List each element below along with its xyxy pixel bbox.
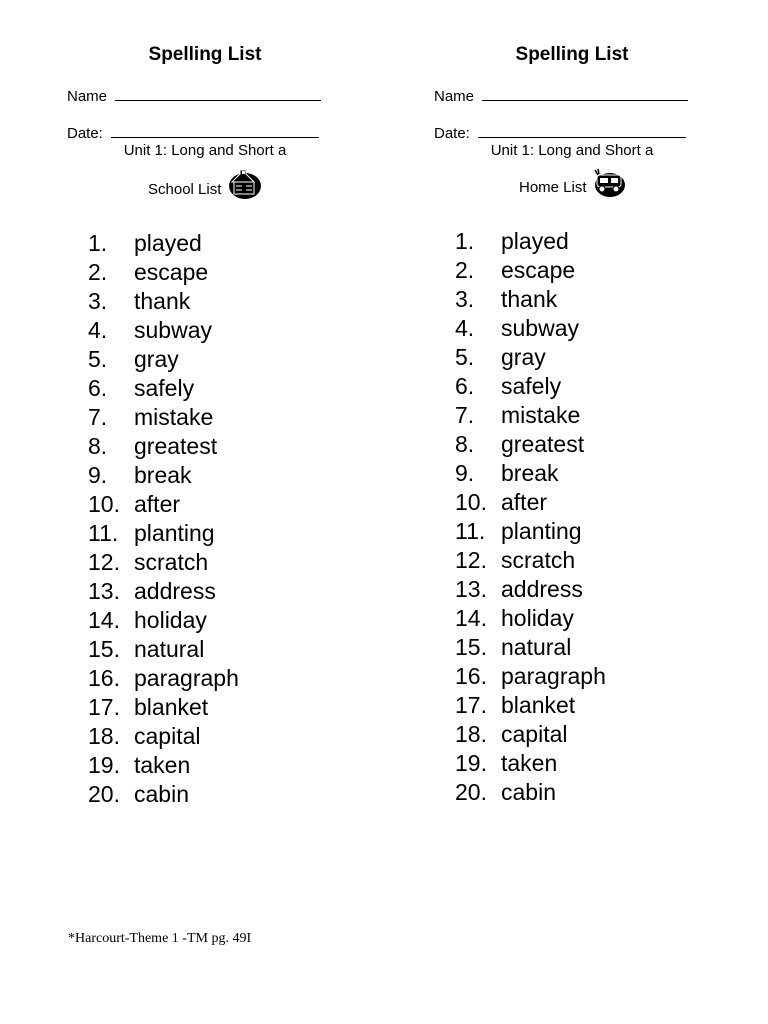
list-item: 5. gray [455, 344, 546, 370]
list-item: 19. taken [88, 752, 191, 778]
list-item: 19. taken [455, 750, 558, 776]
home-icon [589, 166, 627, 200]
list-label-text: School List [148, 181, 222, 198]
name-blank[interactable] [115, 86, 321, 101]
list-item: 5. gray [88, 346, 179, 372]
list-item: 6. safely [455, 373, 562, 399]
list-item: 14. holiday [455, 605, 574, 631]
list-label-home [519, 166, 627, 200]
list-item: 8. greatest [88, 433, 218, 459]
name-field[interactable] [434, 86, 688, 105]
word-list [455, 227, 606, 807]
list-item: 13. address [88, 578, 216, 604]
name-field[interactable] [67, 86, 321, 105]
date-label: Date: [67, 125, 103, 142]
source-footnote: *Harcourt-Theme 1 -TM pg. 49I [68, 931, 252, 946]
list-item: 18. capital [88, 723, 201, 749]
list-item: 9. break [455, 460, 559, 486]
list-item: 7. mistake [88, 404, 214, 430]
name-blank[interactable] [482, 86, 688, 101]
date-field[interactable] [434, 123, 686, 142]
list-item: 10. after [88, 491, 181, 517]
list-item: 20. cabin [88, 781, 189, 807]
page-title: Spelling List [148, 44, 262, 65]
unit-heading: Unit 1: Long and Short a [490, 142, 654, 159]
list-item: 11. planting [455, 518, 582, 544]
list-item: 8. greatest [455, 431, 585, 457]
word-list [88, 229, 239, 809]
list-item: 12. scratch [455, 547, 576, 573]
list-item: 4. subway [88, 317, 212, 343]
list-item: 16. paragraph [455, 663, 606, 689]
list-item: 11. planting [88, 520, 215, 546]
list-item: 2. escape [455, 257, 576, 283]
list-item: 17. blanket [88, 694, 209, 720]
list-item: 7. mistake [455, 402, 581, 428]
spelling-list-school [50, 0, 380, 900]
date-field[interactable] [67, 123, 319, 142]
date-blank[interactable] [478, 123, 686, 138]
list-item: 3. thank [455, 286, 558, 312]
list-item: 13. address [455, 576, 583, 602]
list-item: 3. thank [88, 288, 191, 314]
schoolhouse-icon [224, 166, 262, 200]
list-item: 2. escape [88, 259, 209, 285]
date-blank[interactable] [111, 123, 319, 138]
list-item: 12. scratch [88, 549, 209, 575]
list-item: 10. after [455, 489, 548, 515]
list-item: 20. cabin [455, 779, 556, 805]
list-item: 15. natural [88, 636, 205, 662]
date-label: Date: [434, 125, 470, 142]
list-item: 4. subway [455, 315, 579, 341]
list-item: 14. holiday [88, 607, 207, 633]
list-item: 16. paragraph [88, 665, 239, 691]
unit-heading: Unit 1: Long and Short a [123, 142, 287, 159]
page-title: Spelling List [515, 44, 629, 65]
name-label: Name [434, 88, 475, 105]
name-label: Name [67, 88, 108, 105]
list-item: 6. safely [88, 375, 195, 401]
list-item: 15. natural [455, 634, 572, 660]
spelling-list-home [417, 0, 747, 900]
list-item: 1. played [455, 228, 569, 254]
list-label-text: Home List [519, 179, 587, 196]
list-label-school [148, 166, 262, 200]
list-item: 17. blanket [455, 692, 576, 718]
list-item: 1. played [88, 230, 202, 256]
list-item: 18. capital [455, 721, 568, 747]
list-item: 9. break [88, 462, 192, 488]
